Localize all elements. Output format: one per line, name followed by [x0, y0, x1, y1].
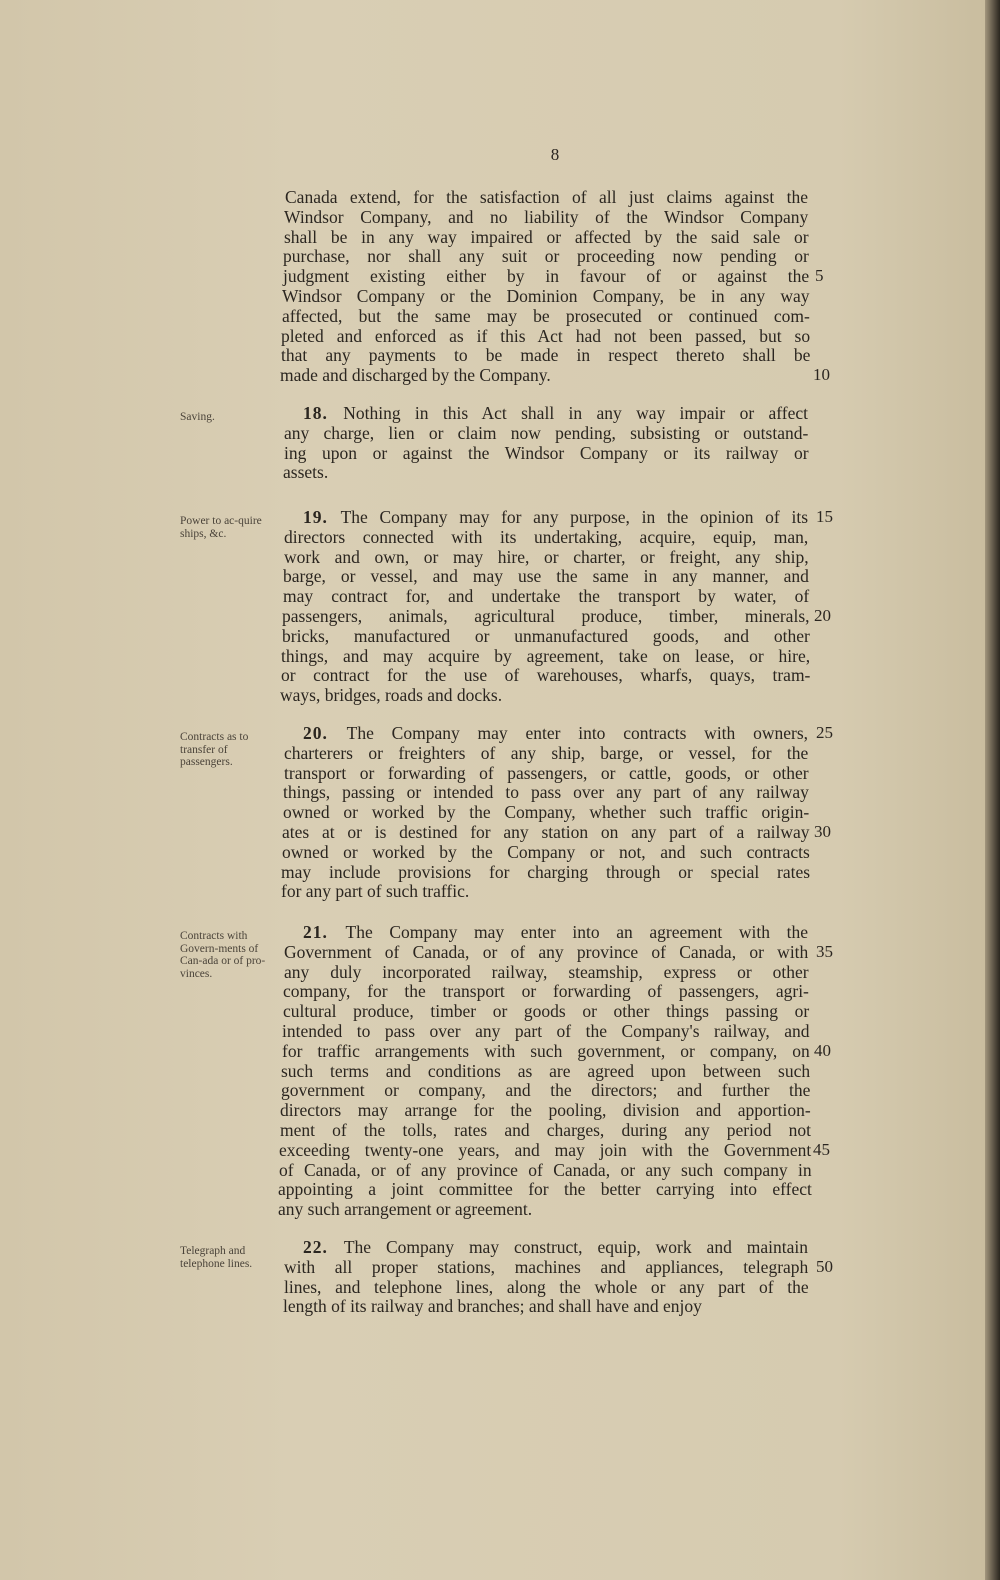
line-text: things, and may acquire by agreement, take on lease, or hire, [281, 645, 811, 666]
margin-note: Power to ac-quire ships, &c. [180, 515, 262, 540]
section-number: 21. [303, 922, 346, 942]
line-text: The Company may for any purpose, in the opinion of its [340, 507, 808, 527]
text-line [281, 326, 810, 346]
text-line [284, 207, 808, 227]
text-line [283, 586, 809, 606]
text-line [280, 365, 551, 385]
text-line [281, 646, 810, 666]
line-text: Windsor Company, and no liability of the Windsor Company [284, 206, 809, 227]
line-text: may contract for, and undertake the transport by water, of [283, 586, 810, 607]
text-line [279, 1160, 812, 1180]
page-number: 8 [550, 145, 560, 164]
text-line [280, 1120, 811, 1140]
line-text: that any payments to be made in respect thereto shall be [281, 345, 811, 366]
text-line [281, 862, 810, 882]
text-line [284, 227, 809, 247]
text-line [284, 443, 809, 463]
text-line [303, 1237, 808, 1257]
line-number: 15 [816, 507, 833, 526]
line-text: any duly incorporated railway, steamship, express or other [284, 961, 809, 982]
line-text: for any part of such traffic. [281, 881, 470, 902]
text-line [284, 423, 808, 443]
line-number: 30 [814, 822, 831, 841]
line-text: charterers or freighters of any ship, barge, or vessel, for the [284, 742, 809, 763]
text-line [281, 1061, 810, 1081]
line-text: company, for the transport or forwarding of passengers, agri- [283, 981, 809, 1002]
section-number: 18. [303, 403, 344, 423]
line-number: 5 [815, 266, 824, 286]
text-line [281, 665, 810, 685]
line-text: ways, bridges, roads and docks. [280, 685, 503, 706]
line-text: any such arrangement or agreement. [278, 1199, 533, 1220]
line-text: The Company may construct, equip, work and maintain [343, 1237, 808, 1257]
line-text: work and own, or may hire, or charter, or freight, any ship, [284, 546, 809, 567]
text-line [284, 1277, 809, 1297]
line-text: with all proper stations, machines and appliances, telegraph [284, 1256, 809, 1277]
line-text: ment of the tolls, rates and charges, during any period not [280, 1120, 811, 1140]
line-number: 50 [816, 1256, 833, 1276]
text-line [278, 1179, 812, 1199]
book-spine-edge [985, 0, 1000, 1580]
text-line [283, 462, 328, 482]
line-number: 35 [816, 941, 833, 961]
line-text: for traffic arrangements with such government, or company, on [282, 1040, 810, 1061]
line-text: Government of Canada, or of any province of Canada, or with [284, 941, 809, 962]
line-text: intended to pass over any part of the Company's railway, and [282, 1021, 810, 1041]
line-number: 10 [813, 365, 830, 385]
line-text: judgment existing either by in favour of or against the [283, 266, 810, 287]
text-line [278, 1199, 532, 1219]
text-line [283, 981, 809, 1001]
line-text: directors connected with its undertaking, acquire, equip, man, [284, 526, 809, 547]
margin-note: Saving. [180, 411, 215, 423]
line-text: affected, but the same may be prosecuted or continued com- [282, 305, 810, 326]
text-line [282, 286, 810, 306]
text-line [284, 962, 809, 982]
line-text: The Company may enter into an agreement with the [345, 922, 809, 942]
line-text: cultural produce, timber or goods or other things passing or [283, 1001, 810, 1022]
line-text: ing upon or against the Windsor Company or its railway or [284, 442, 809, 463]
line-number: 45 [813, 1139, 830, 1159]
line-text: transport or forwarding of passengers, or cattle, goods, or other [284, 762, 809, 783]
text-line [282, 842, 810, 862]
text-line [303, 403, 808, 423]
line-text: appointing a joint committee for the better carrying into effect [278, 1179, 812, 1200]
margin-note: Contracts as to transfer of passengers. [180, 731, 249, 768]
line-text: assets. [283, 462, 329, 483]
section-number: 22. [303, 1237, 344, 1257]
text-line [282, 626, 810, 646]
text-line [283, 266, 809, 286]
line-text: The Company may enter into contracts with owners, [346, 723, 809, 743]
text-line [283, 1001, 809, 1021]
line-text: made and discharged by the Company. [280, 365, 551, 386]
line-text: or contract for the use of warehouses, wharfs, quays, tram- [281, 665, 811, 686]
line-text: Nothing in this Act shall in any way impair or affect [343, 403, 808, 423]
line-text: purchase, nor shall any suit or proceeding now pending or [283, 246, 809, 267]
text-line [285, 187, 808, 207]
margin-note: Contracts with Govern-ments of Can-ada or of pro-vinces. [180, 930, 266, 980]
line-text: Canada extend, for the satisfaction of all just claims against the [285, 187, 808, 207]
line-text: may include provisions for charging through or special rates [281, 861, 811, 882]
text-line [284, 527, 808, 547]
text-line [303, 507, 808, 527]
line-text: owned or worked by the Company, whether such traffic origin- [283, 802, 810, 823]
margin-note: Telegraph and telephone lines. [180, 1245, 253, 1270]
text-line [282, 1041, 810, 1061]
line-text: things, passing or intended to pass over any part of any railway [283, 782, 809, 803]
text-line [284, 763, 809, 783]
text-line [283, 566, 809, 586]
line-text: passengers, animals, agricultural produce, timber, minerals, [282, 606, 810, 626]
line-text: such terms and conditions as are agreed upon between such [281, 1060, 811, 1081]
line-text: pleted and enforced as if this Act had not been passed, but so [281, 325, 811, 346]
text-line [303, 922, 808, 942]
line-text: any charge, lien or claim now pending, subsisting or outstand- [284, 422, 809, 443]
text-line [284, 547, 809, 567]
line-text: bricks, manufactured or unmanufactured goods, and other [282, 625, 810, 646]
text-line [282, 606, 810, 626]
line-text: length of its railway and branches; and shall have and enjoy [283, 1296, 702, 1317]
line-text: owned or worked by the Company or not, and such contracts [282, 841, 810, 862]
section-number: 19. [303, 507, 341, 527]
text-line [279, 1140, 811, 1160]
text-line [281, 881, 469, 901]
line-text: Windsor Company or the Dominion Company, be in any way [282, 286, 810, 306]
text-line [303, 723, 808, 743]
section-number: 20. [303, 723, 347, 743]
text-line [283, 1296, 702, 1316]
line-text: barge, or vessel, and may use the same in any manner, and [283, 566, 809, 587]
text-line [284, 743, 808, 763]
line-text: ates at or is destined for any station on any part of a railway [282, 822, 810, 842]
text-line [280, 1100, 811, 1120]
line-text: of Canada, or of any province of Canada, or any such company in [279, 1159, 812, 1180]
line-number: 25 [816, 723, 833, 742]
text-line [283, 246, 809, 266]
text-line [283, 802, 809, 822]
line-text: exceeding twenty-one years, and may join with the Government [279, 1139, 812, 1160]
line-text: lines, and telephone lines, along the whole or any part of the [284, 1276, 809, 1297]
line-text: directors may arrange for the pooling, division and apportion- [280, 1100, 811, 1121]
text-line [282, 822, 810, 842]
line-number: 40 [814, 1040, 831, 1060]
line-text: shall be in any way impaired or affected by the said sale or [284, 226, 809, 247]
text-line [280, 685, 502, 705]
text-line [282, 306, 810, 326]
line-number: 20 [814, 606, 831, 625]
text-line [282, 1021, 810, 1041]
line-text: government or company, and the directors; and further the [281, 1080, 811, 1101]
text-line [281, 1080, 810, 1100]
text-line [283, 782, 809, 802]
text-line [284, 1257, 808, 1277]
text-line [281, 345, 810, 365]
text-line [284, 942, 808, 962]
